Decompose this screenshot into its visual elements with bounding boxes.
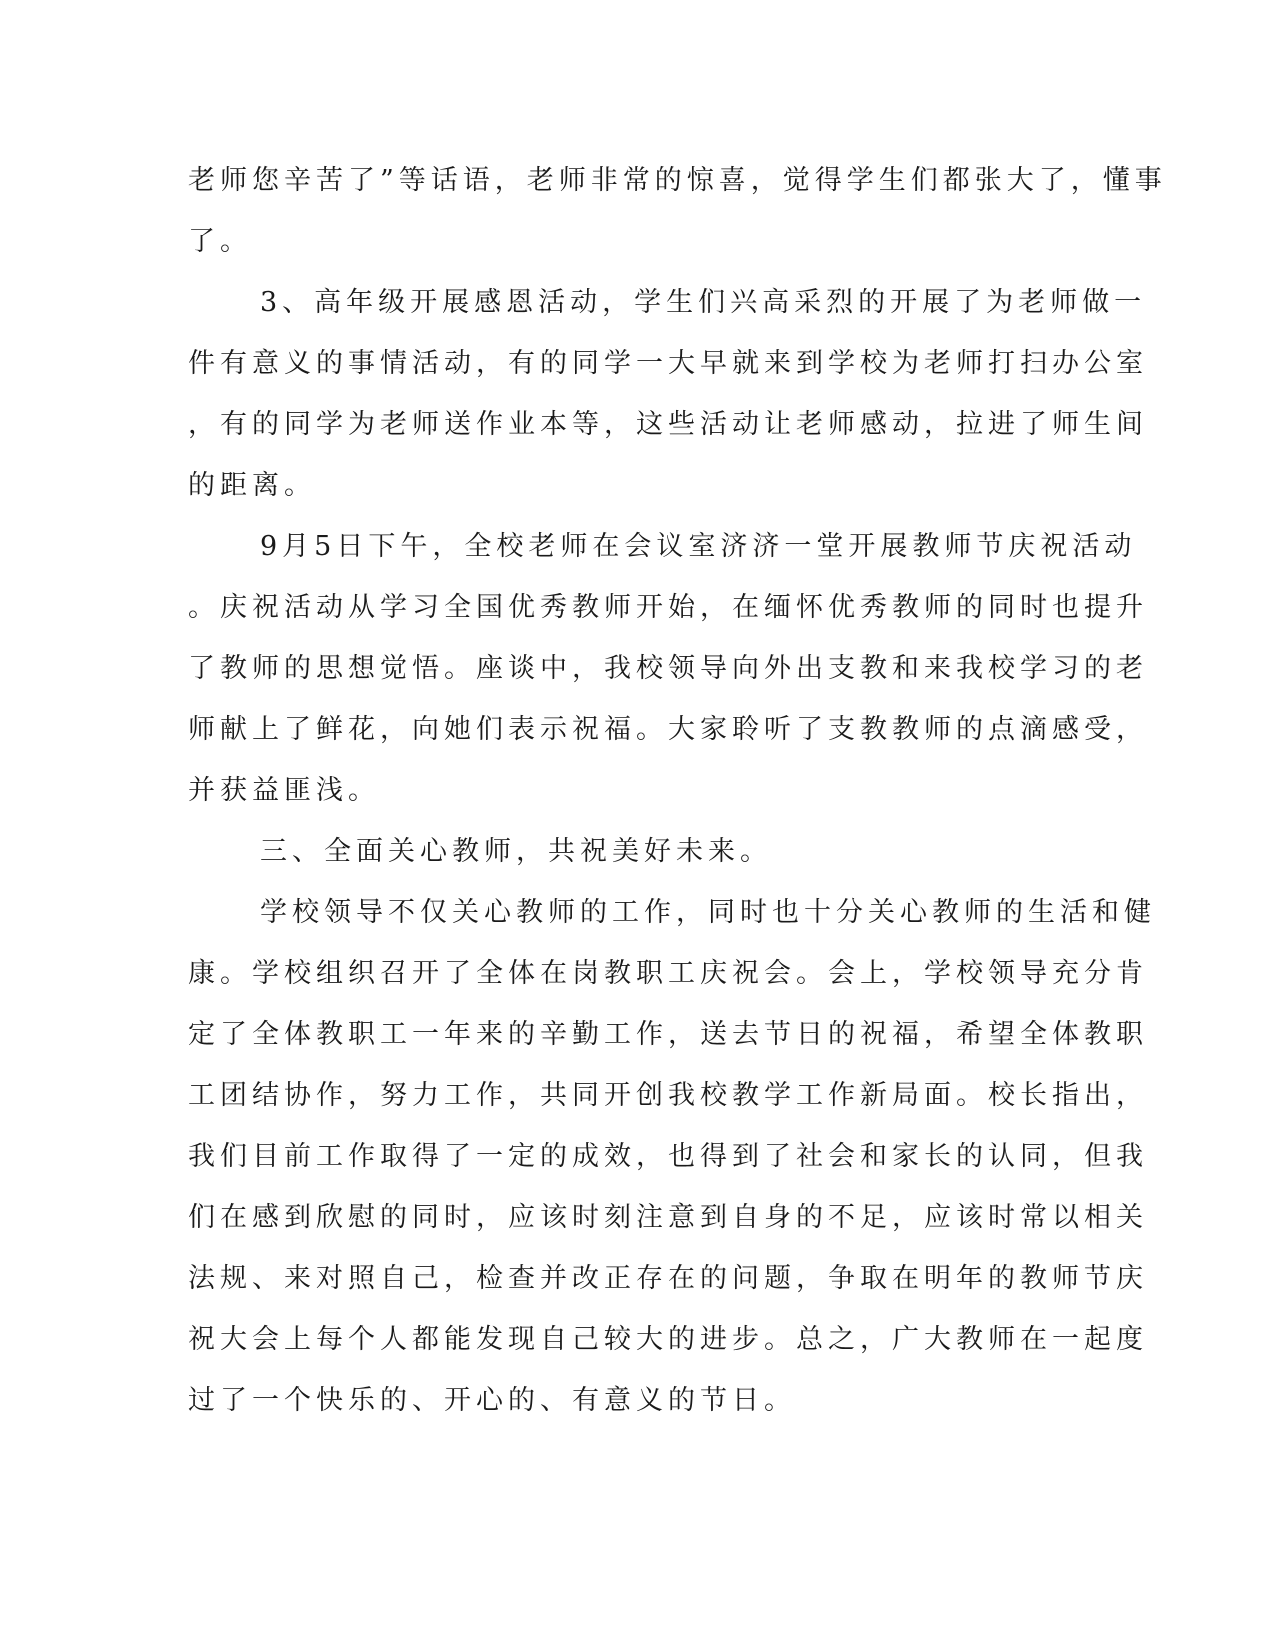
text-line: 过了一个快乐的、开心的、有意义的节日。	[188, 1385, 796, 1416]
text-line: 康。学校组织召开了全体在岗教职工庆祝会。会上，学校领导充分肯	[188, 958, 1148, 989]
text-line: 法规、来对照自己，检查并改正存在的问题，争取在明年的教师节庆	[188, 1263, 1148, 1294]
text-line: 9月5日下午，全校老师在会议室济济一堂开展教师节庆祝活动	[260, 531, 1137, 562]
text-line: 老师您辛苦了”等话语，老师非常的惊喜，觉得学生们都张大了，懂事	[188, 165, 1167, 196]
text-line: 了。	[188, 226, 252, 257]
text-line: 定了全体教职工一年来的辛勤工作，送去节日的祝福，希望全体教职	[188, 1019, 1148, 1050]
text-line: 学校领导不仅关心教师的工作，同时也十分关心教师的生活和健	[260, 897, 1156, 928]
text-line: 。庆祝活动从学习全国优秀教师开始，在缅怀优秀教师的同时也提升	[188, 592, 1148, 623]
text-line: 了教师的思想觉悟。座谈中，我校领导向外出支教和来我校学习的老	[188, 653, 1148, 684]
text-line: 的距离。	[188, 470, 316, 501]
text-line: 3、高年级开展感恩活动，学生们兴高采烈的开展了为老师做一	[260, 287, 1147, 318]
text-line: ，有的同学为老师送作业本等，这些活动让老师感动，拉进了师生间	[188, 409, 1148, 440]
text-line: 工团结协作，努力工作，共同开创我校教学工作新局面。校长指出，	[188, 1080, 1148, 1111]
document-body	[188, 158, 1167, 1439]
text-line: 祝大会上每个人都能发现自己较大的进步。总之，广大教师在一起度	[188, 1324, 1148, 1355]
section-heading: 三、全面关心教师，共祝美好未来。	[260, 836, 772, 867]
text-line: 并获益匪浅。	[188, 775, 380, 806]
text-line: 件有意义的事情活动，有的同学一大早就来到学校为老师打扫办公室	[188, 348, 1148, 379]
text-line: 师献上了鲜花，向她们表示祝福。大家聆听了支教教师的点滴感受，	[188, 714, 1148, 745]
text-line: 们在感到欣慰的同时，应该时刻注意到自身的不足，应该时常以相关	[188, 1202, 1148, 1233]
text-line: 我们目前工作取得了一定的成效，也得到了社会和家长的认同，但我	[188, 1141, 1148, 1172]
